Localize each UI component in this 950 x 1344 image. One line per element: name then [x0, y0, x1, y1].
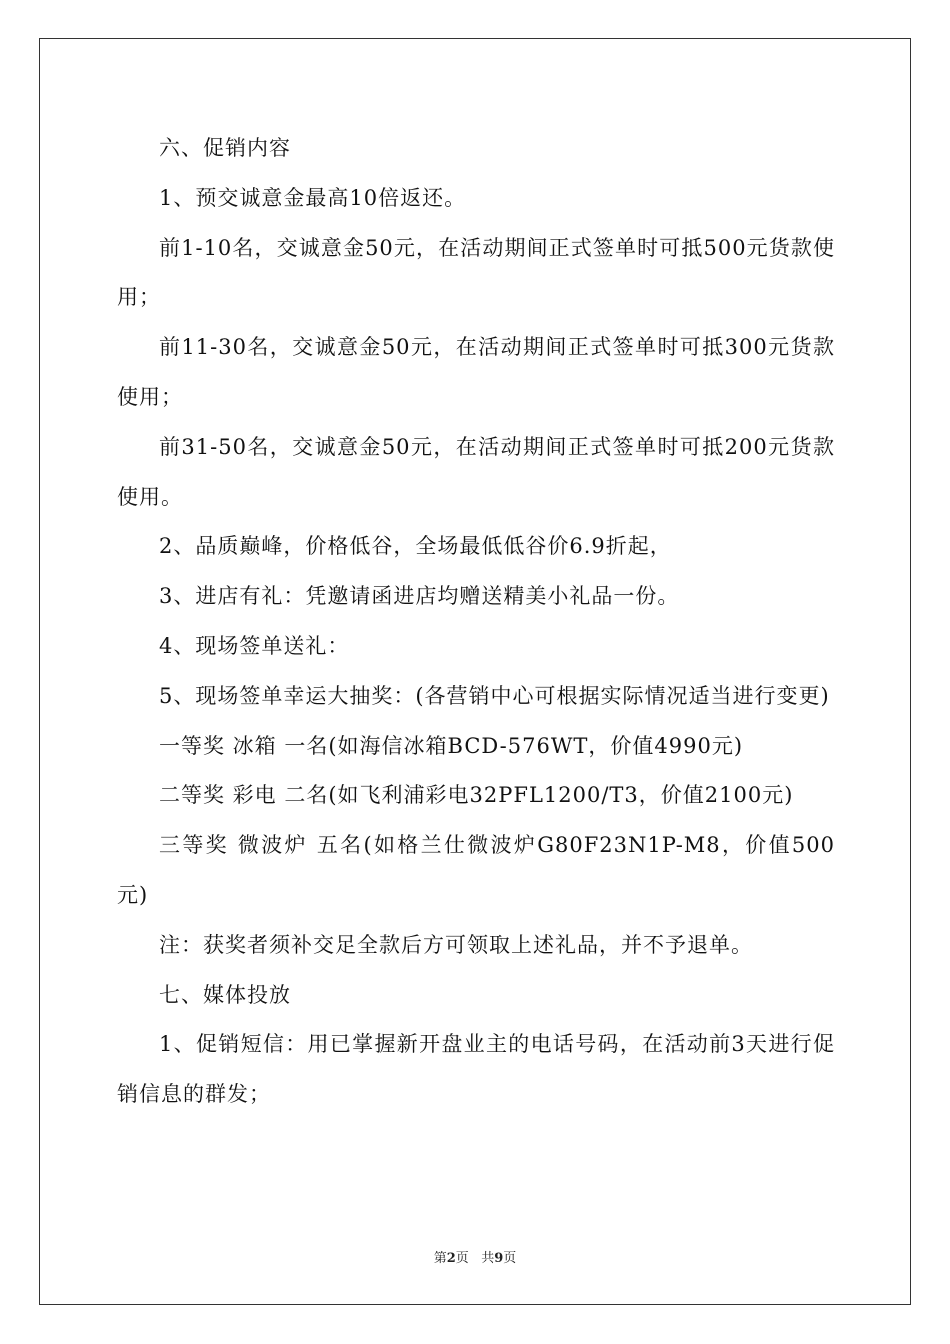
section-heading-promotion: 六、促销内容 [159, 136, 291, 160]
paragraph: 1、促销短信：用已掌握新开盘业主的电话号码，在活动前3天进行促销信息的群发； [117, 1032, 835, 1107]
paragraph: 3、进店有礼：凭邀请函进店均赠送精美小礼品一份。 [159, 584, 680, 609]
page-footer [0, 1247, 950, 1266]
prize-first: 一等奖 冰箱 一名(如海信冰箱BCD-576WT，价值4990元) [159, 733, 744, 758]
page-number: 2 [446, 1251, 456, 1266]
paragraph: 1、预交诚意金最高10倍返还。 [159, 185, 467, 210]
paragraph: 5、现场签单幸运大抽奖：(各营销中心可根据实际情况适当进行变更) [159, 683, 830, 708]
total-suffix: 页 [503, 1251, 517, 1266]
page-prefix: 第 [433, 1251, 447, 1266]
document-body [117, 124, 835, 1120]
total-pages: 9 [494, 1251, 504, 1266]
note: 注：获奖者须补交足全款后方可领取上述礼品，并不予退单。 [159, 932, 753, 957]
paragraph: 前31-50名，交诚意金50元，在活动期间正式签单时可抵200元货款使用。 [117, 434, 835, 509]
paragraph: 前11-30名，交诚意金50元，在活动期间正式签单时可抵300元货款使用； [117, 335, 835, 409]
paragraph: 4、现场签单送礼： [159, 633, 350, 658]
prize-second: 二等奖 彩电 二名(如飞利浦彩电32PFL1200/T3，价值2100元) [159, 783, 794, 808]
total-prefix: 共 [481, 1251, 495, 1266]
prize-third: 三等奖 微波炉 五名(如格兰仕微波炉G80F23N1P-M8，价值500元) [117, 833, 835, 907]
section-heading-media: 七、媒体投放 [159, 982, 291, 1007]
page-suffix: 页 [455, 1251, 469, 1266]
paragraph: 前1-10名，交诚意金50元，在活动期间正式签单时可抵500元货款使用； [117, 235, 835, 310]
paragraph: 2、品质巅峰，价格低谷，全场最低低谷价6.9折起， [159, 534, 672, 559]
